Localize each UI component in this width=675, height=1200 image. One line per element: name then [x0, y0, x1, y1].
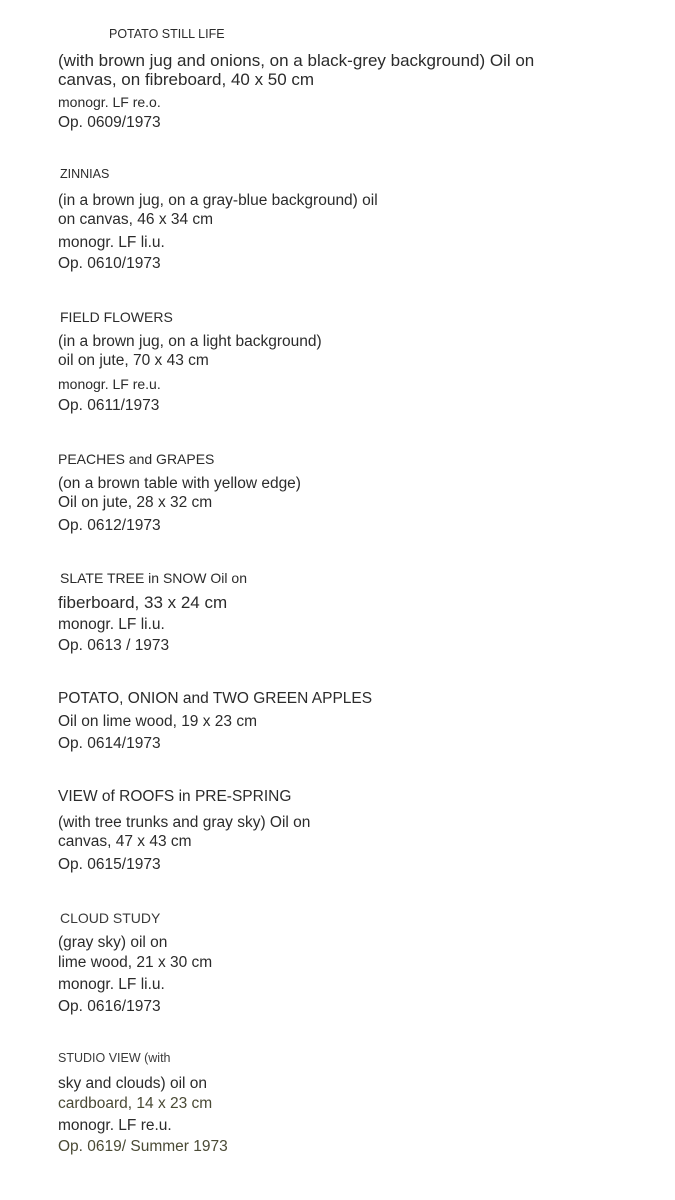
- entry-monogram: monogr. LF re.u.: [58, 376, 161, 392]
- entry-description: canvas, on fibreboard, 40 x 50 cm: [58, 70, 315, 89]
- entry-description: sky and clouds) oil on: [58, 1075, 208, 1092]
- entry-description: (with brown jug and onions, on a black-grey background) Oil on: [58, 51, 535, 70]
- entry-description: (in a brown jug, on a gray-blue background) oil: [58, 192, 378, 209]
- entry-description: canvas, 47 x 43 cm: [58, 833, 192, 850]
- entry-opus: Op. 0616/1973: [58, 998, 161, 1015]
- entry-description: (on a brown table with yellow edge): [58, 475, 301, 492]
- entry-title: SLATE TREE in SNOW Oil on: [60, 570, 247, 586]
- entry-opus: Op. 0613 / 1973: [58, 637, 170, 654]
- entry-description: fiberboard, 33 x 24 cm: [58, 593, 228, 612]
- entry-title: ZINNIAS: [60, 167, 110, 181]
- entry-description: lime wood, 21 x 30 cm: [58, 954, 213, 971]
- entry-title: POTATO STILL LIFE: [109, 27, 225, 41]
- entry-description: Oil on lime wood, 19 x 23 cm: [58, 713, 258, 730]
- entry-description: cardboard, 14 x 23 cm: [58, 1095, 213, 1112]
- entry-monogram: monogr. LF li.u.: [58, 234, 165, 251]
- entry-monogram: monogr. LF li.u.: [58, 976, 165, 993]
- entry-title: STUDIO VIEW (with: [58, 1051, 171, 1065]
- entry-description: (gray sky) oil on: [58, 934, 168, 951]
- entry-monogram: monogr. LF re.u.: [58, 1117, 172, 1134]
- entry-description: (with tree trunks and gray sky) Oil on: [58, 814, 311, 831]
- entry-title: FIELD FLOWERS: [60, 309, 173, 325]
- entry-description: on canvas, 46 x 34 cm: [58, 211, 214, 228]
- entry-monogram: monogr. LF li.u.: [58, 616, 165, 633]
- entry-opus: Op. 0609/1973: [58, 114, 161, 131]
- entry-opus: Op. 0612/1973: [58, 517, 161, 534]
- entry-description: (in a brown jug, on a light background): [58, 333, 322, 350]
- entry-title: POTATO, ONION and TWO GREEN APPLES: [58, 690, 373, 707]
- entry-opus: Op. 0610/1973: [58, 255, 161, 272]
- entry-monogram: monogr. LF re.o.: [58, 94, 161, 110]
- entry-title: CLOUD STUDY: [60, 910, 161, 926]
- entry-opus: Op. 0611/1973: [58, 397, 160, 414]
- entry-title: PEACHES and GRAPES: [58, 451, 215, 467]
- entry-opus: Op. 0615/1973: [58, 856, 161, 873]
- entry-opus: Op. 0619/ Summer 1973: [58, 1138, 228, 1155]
- entry-description: oil on jute, 70 x 43 cm: [58, 352, 209, 369]
- entry-description: Oil on jute, 28 x 32 cm: [58, 494, 213, 511]
- entry-title: VIEW of ROOFS in PRE-SPRING: [58, 788, 292, 805]
- entry-opus: Op. 0614/1973: [58, 735, 161, 752]
